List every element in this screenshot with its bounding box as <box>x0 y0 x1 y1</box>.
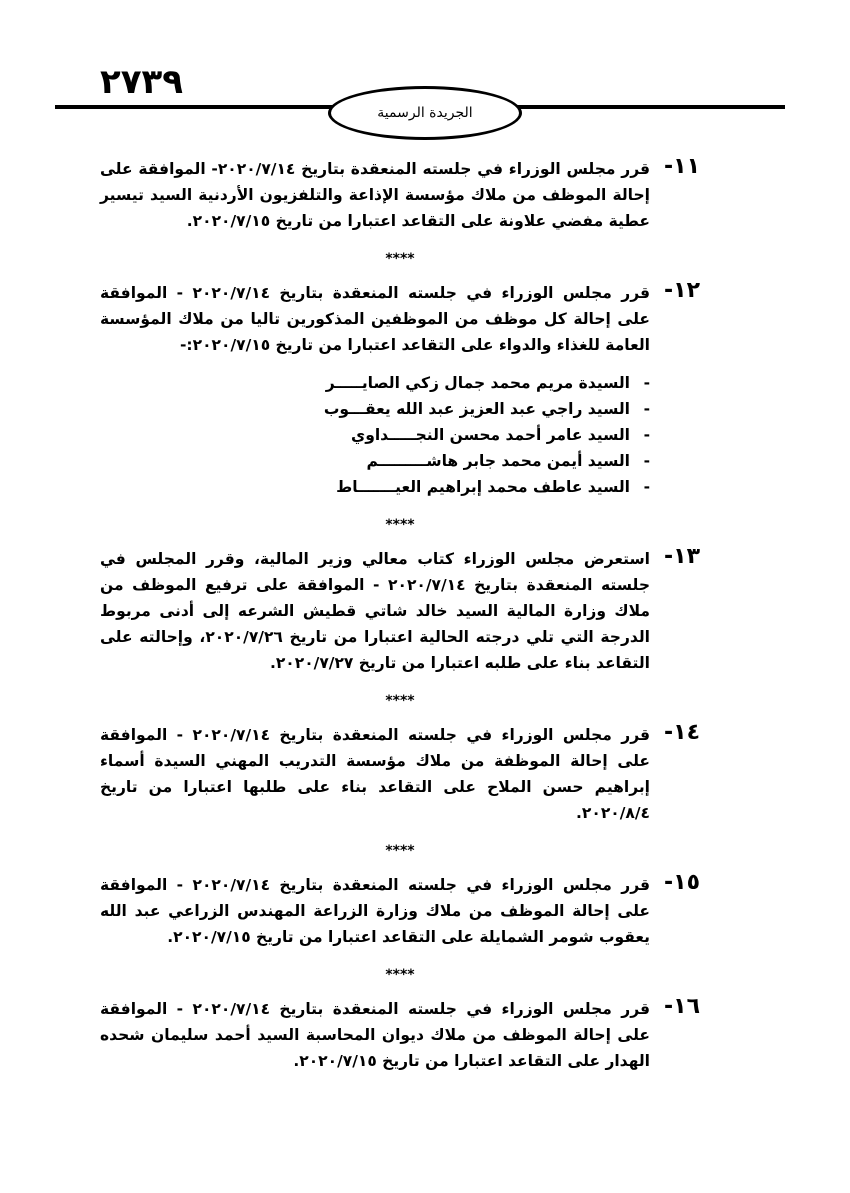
document-body <box>100 156 700 1074</box>
item-number: ١٣- <box>664 544 700 569</box>
employee-name: السيدة مريم محمد جمال زكي الصايـــــر <box>325 374 630 392</box>
gazette-title: الجريدة الرسمية <box>377 105 473 121</box>
employee-name: السيد عامر أحمد محسن النجـــــداوي <box>351 426 630 444</box>
item-text: قرر مجلس الوزراء في جلسته المنعقدة بتاريخ ٢٠٢٠/٧/١٤ - الموافقة على إحالة الموظف من ملاك وزارة الزراعة المهندس الزراعي عبد الله يعقوب شومر الشمايلة على التقاعد اعتبارا من تاريخ ٢٠٢٠/٧/١٥. <box>100 876 650 946</box>
list-item <box>100 422 700 448</box>
item-number: ١٤- <box>664 720 700 745</box>
item-text: قرر مجلس الوزراء في جلسته المنعقدة بتاريخ ٢٠٢٠/٧/١٤- الموافقة على إحالة الموظف من ملاك مؤسسة الإذاعة والتلفزيون الأردنية السيد تيسير عطية مفضي علاونة على التقاعد اعتبارا من تاريخ ٢٠٢٠/٧/١٥. <box>100 160 651 230</box>
item-text: استعرض مجلس الوزراء كتاب معالي وزير المالية، وقرر المجلس في جلسته المنعقدة بتاريخ ٢٠٢٠/٧/١٤ - الموافقة على ترفيع الموظف من ملاك وزارة المالية السيد خالد شاتي قطيش الشرعه إلى أدنى مربوط الدرجة التي تلي درجته الحالية اعتبارا من تاريخ ٢٠٢٠/٧/٢٦، وإحالته على التقاعد بناء على طلبه اعتبارا من تاريخ ٢٠٢٠/٧/٢٧. <box>100 550 650 672</box>
list-item <box>100 370 700 396</box>
list-dash: - <box>643 400 650 418</box>
employee-name: السيد عاطف محمد إبراهيم العيـــــــاط <box>336 478 630 496</box>
item-number: ١٥- <box>664 870 700 895</box>
list-item <box>100 448 700 474</box>
item-number: ١٦- <box>664 994 700 1019</box>
decision-item-11 <box>100 156 700 234</box>
separator: **** <box>385 251 415 267</box>
decision-item-14 <box>100 722 700 826</box>
separator: **** <box>385 843 415 859</box>
item-text: قرر مجلس الوزراء في جلسته المنعقدة بتاريخ ٢٠٢٠/٧/١٤ - الموافقة على إحالة كل موظف من الموظفين المذكورين تاليا من ملاك المؤسسة العامة للغذاء والدواء على التقاعد اعتبارا من تاريخ ٢٠٢٠/٧/١٥:- <box>100 284 650 354</box>
list-dash: - <box>643 426 650 444</box>
decision-item-12 <box>100 280 700 358</box>
list-item <box>100 474 700 500</box>
decision-item-13 <box>100 546 700 676</box>
separator: **** <box>385 693 415 709</box>
list-item <box>100 396 700 422</box>
item-number: ١٢- <box>664 278 700 303</box>
employee-name: السيد أيمن محمد جابر هاشـــــــــم <box>366 452 630 470</box>
item-text: قرر مجلس الوزراء في جلسته المنعقدة بتاريخ ٢٠٢٠/٧/١٤ - الموافقة على إحالة الموظف من ملاك ديوان المحاسبة السيد أحمد سليمان شحده الهدار على التقاعد اعتبارا من تاريخ ٢٠٢٠/٧/١٥. <box>100 1000 650 1070</box>
item-number: ١١- <box>664 154 700 179</box>
employee-list <box>100 370 700 500</box>
separator: **** <box>385 967 415 983</box>
decision-item-15 <box>100 872 700 950</box>
decision-item-16 <box>100 996 700 1074</box>
item-text: قرر مجلس الوزراء في جلسته المنعقدة بتاريخ ٢٠٢٠/٧/١٤ - الموافقة على إحالة الموظفة من ملاك مؤسسة التدريب المهني السيدة أسماء إبراهيم حسن الملاح على التقاعد بناء على طلبها اعتبارا من تاريخ ٢٠٢٠/٨/٤. <box>100 726 650 822</box>
separator: **** <box>385 517 415 533</box>
page-number: ٢٧٣٩ <box>100 62 184 102</box>
list-dash: - <box>643 478 650 496</box>
list-dash: - <box>643 374 650 392</box>
employee-name: السيد راجي عبد العزيز عبد الله يعقـــوب <box>323 400 630 418</box>
list-dash: - <box>643 452 650 470</box>
gazette-title-oval <box>328 86 522 140</box>
